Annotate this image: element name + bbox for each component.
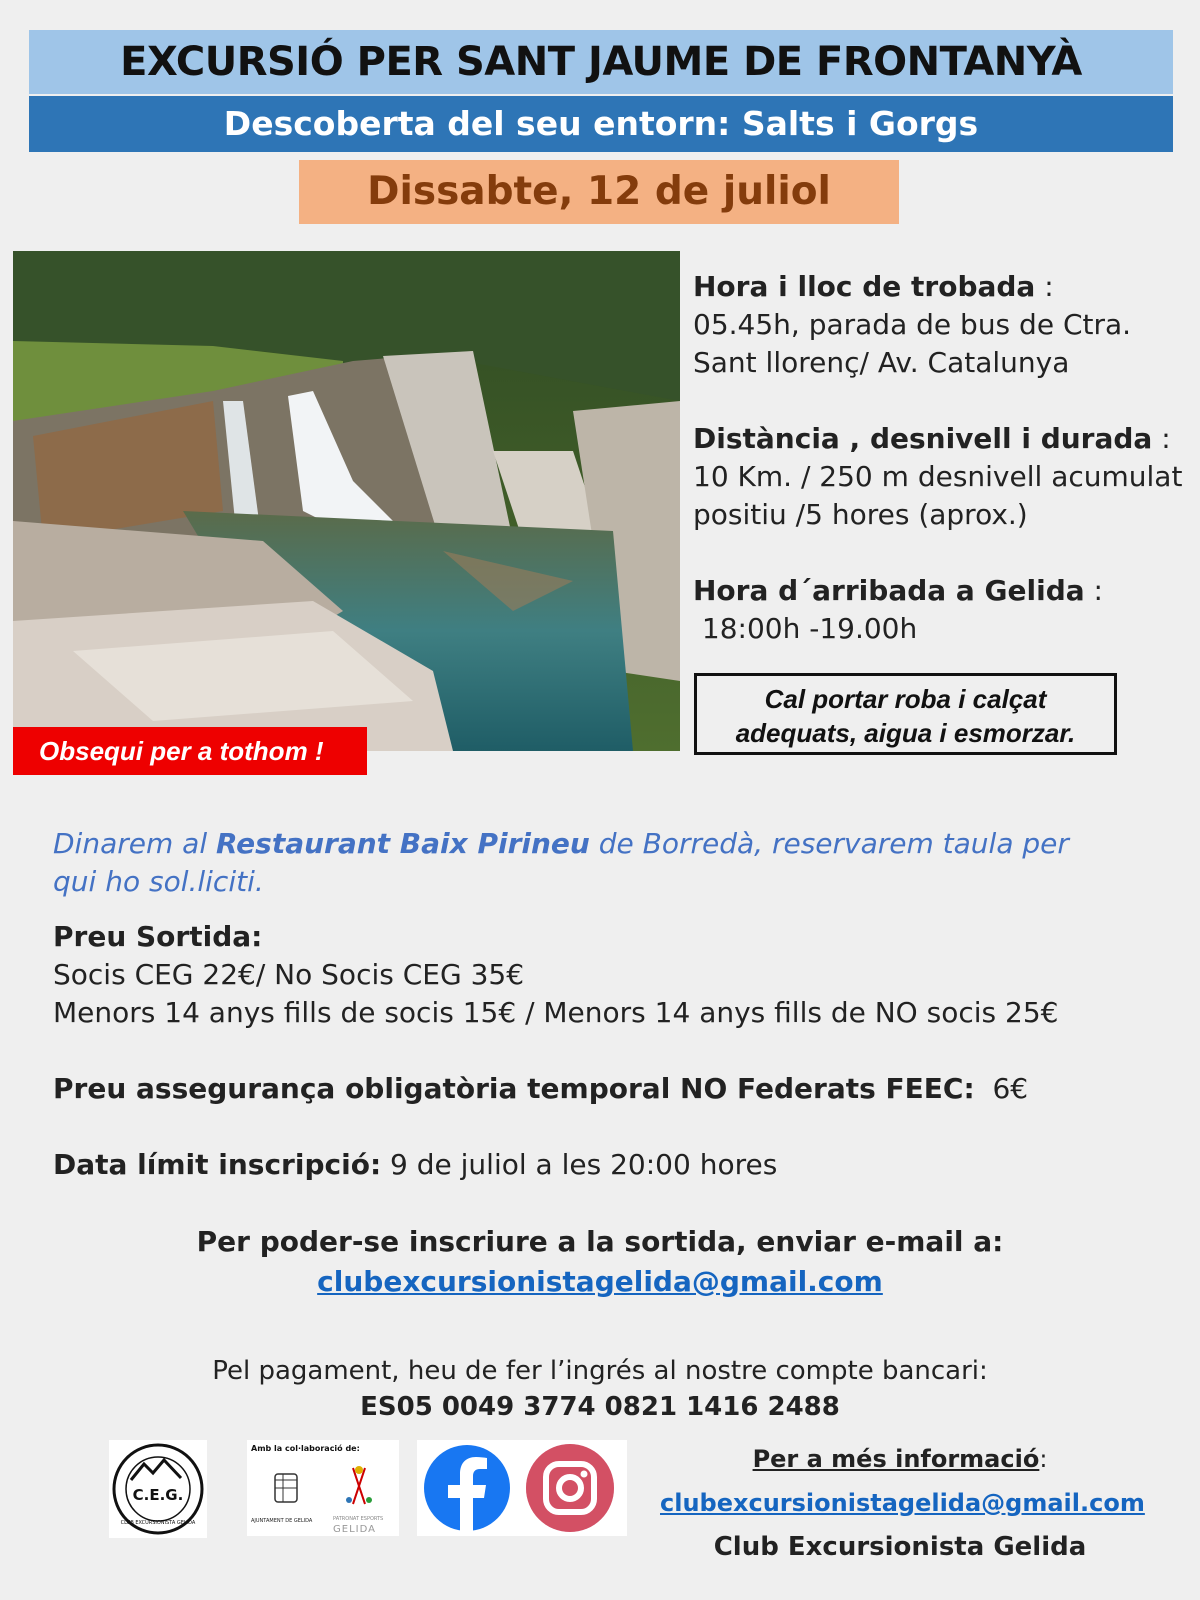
enrollment-email-link[interactable]: clubexcursionistagelida@gmail.com [317, 1265, 883, 1298]
more-info-label: Per a més informació [752, 1445, 1040, 1473]
price-heading: Preu Sortida: [53, 920, 263, 953]
meeting-line-1: 05.45h, parada de bus de Ctra. [693, 308, 1132, 341]
social-icons [417, 1440, 627, 1536]
enrollment-text: Per poder-se inscriure a la sortida, enviar e-mail a: [196, 1225, 1004, 1258]
distance-line-1: 10 Km. / 250 m desnivell acumulat [693, 460, 1183, 493]
meeting-line-2: Sant llorenç/ Av. Catalunya [693, 346, 1070, 379]
instagram-icon[interactable] [526, 1444, 614, 1532]
price-section [53, 918, 1173, 1184]
patronat-text: PATRONAT ESPORTS [333, 1516, 384, 1522]
bank-account: ES05 0049 3774 0821 1416 2488 [360, 1392, 840, 1422]
restaurant-name: Restaurant Baix Pirineu [216, 827, 590, 860]
meeting-heading: Hora i lloc de trobada : [693, 270, 1054, 303]
facebook-icon[interactable] [424, 1445, 510, 1532]
ceg-logo-ring-text: CLUB EXCURSIONISTA GELIDA [120, 1520, 196, 1526]
distance-line-2: positiu /5 hores (aprox.) [693, 498, 1028, 531]
enrollment-section [0, 1222, 1200, 1302]
arrival-heading: Hora d´arribada a Gelida : [693, 574, 1103, 607]
equipment-note [694, 673, 1117, 755]
footer-email-link[interactable]: clubexcursionistagelida@gmail.com [660, 1489, 1145, 1517]
event-title: EXCURSIÓ PER SANT JAUME DE FRONTANYÀ [29, 30, 1173, 94]
collab-label: Amb la col·laboració de: [251, 1444, 360, 1453]
ceg-logo-text: C.E.G. [132, 1486, 184, 1504]
equipment-line-1: Cal portar roba i calçat [764, 684, 1047, 714]
waterfall-photo [13, 251, 680, 751]
collaboration-logos [247, 1440, 399, 1536]
equipment-line-2: adequats, aigua i esmorzar. [735, 718, 1076, 748]
payment-section [0, 1353, 1200, 1425]
footer-contact: Per a més informació: clubexcursionistagelida@gmail.com Club Excursionista Gelida [660, 1437, 1140, 1569]
event-date: Dissabte, 12 de juliol [299, 160, 899, 224]
club-name: Club Excursionista Gelida [713, 1532, 1087, 1562]
payment-text: Pel pagament, heu de fer l’ingrés al nostre compte bancari: [212, 1356, 988, 1386]
meeting-label: Hora i lloc de trobada [693, 270, 1036, 303]
arrival-time: 18:00h -19.00h [693, 612, 918, 645]
distance-label: Distància , desnivell i durada [693, 422, 1153, 455]
ceg-logo [109, 1440, 207, 1538]
gift-banner: Obsequi per a tothom ! [13, 727, 367, 775]
price-minors: Menors 14 anys fills de socis 15€ / Menors 14 anys fills de NO socis 25€ [53, 996, 1059, 1029]
registration-deadline: Data límit inscripció: 9 de juliol a les 20:00 hores [53, 1148, 778, 1181]
distance-heading: Distància , desnivell i durada : [693, 422, 1171, 455]
lunch-info: Dinarem al Restaurant Baix Pirineu de Borredà, reservarem taula per qui ho sol.liciti. [53, 827, 1069, 898]
gelida-text: GELIDA [333, 1524, 376, 1535]
trip-details [693, 268, 1198, 648]
insurance-price: Preu assegurança obligatòria temporal NO Federats FEEC: 6€ [53, 1072, 1029, 1105]
event-subtitle: Descoberta del seu entorn: Salts i Gorgs [29, 96, 1173, 152]
price-members: Socis CEG 22€/ No Socis CEG 35€ [53, 958, 525, 991]
ajuntament-text: AJUNTAMENT DE GELIDA [251, 1518, 313, 1524]
arrival-label: Hora d´arribada a Gelida [693, 574, 1085, 607]
